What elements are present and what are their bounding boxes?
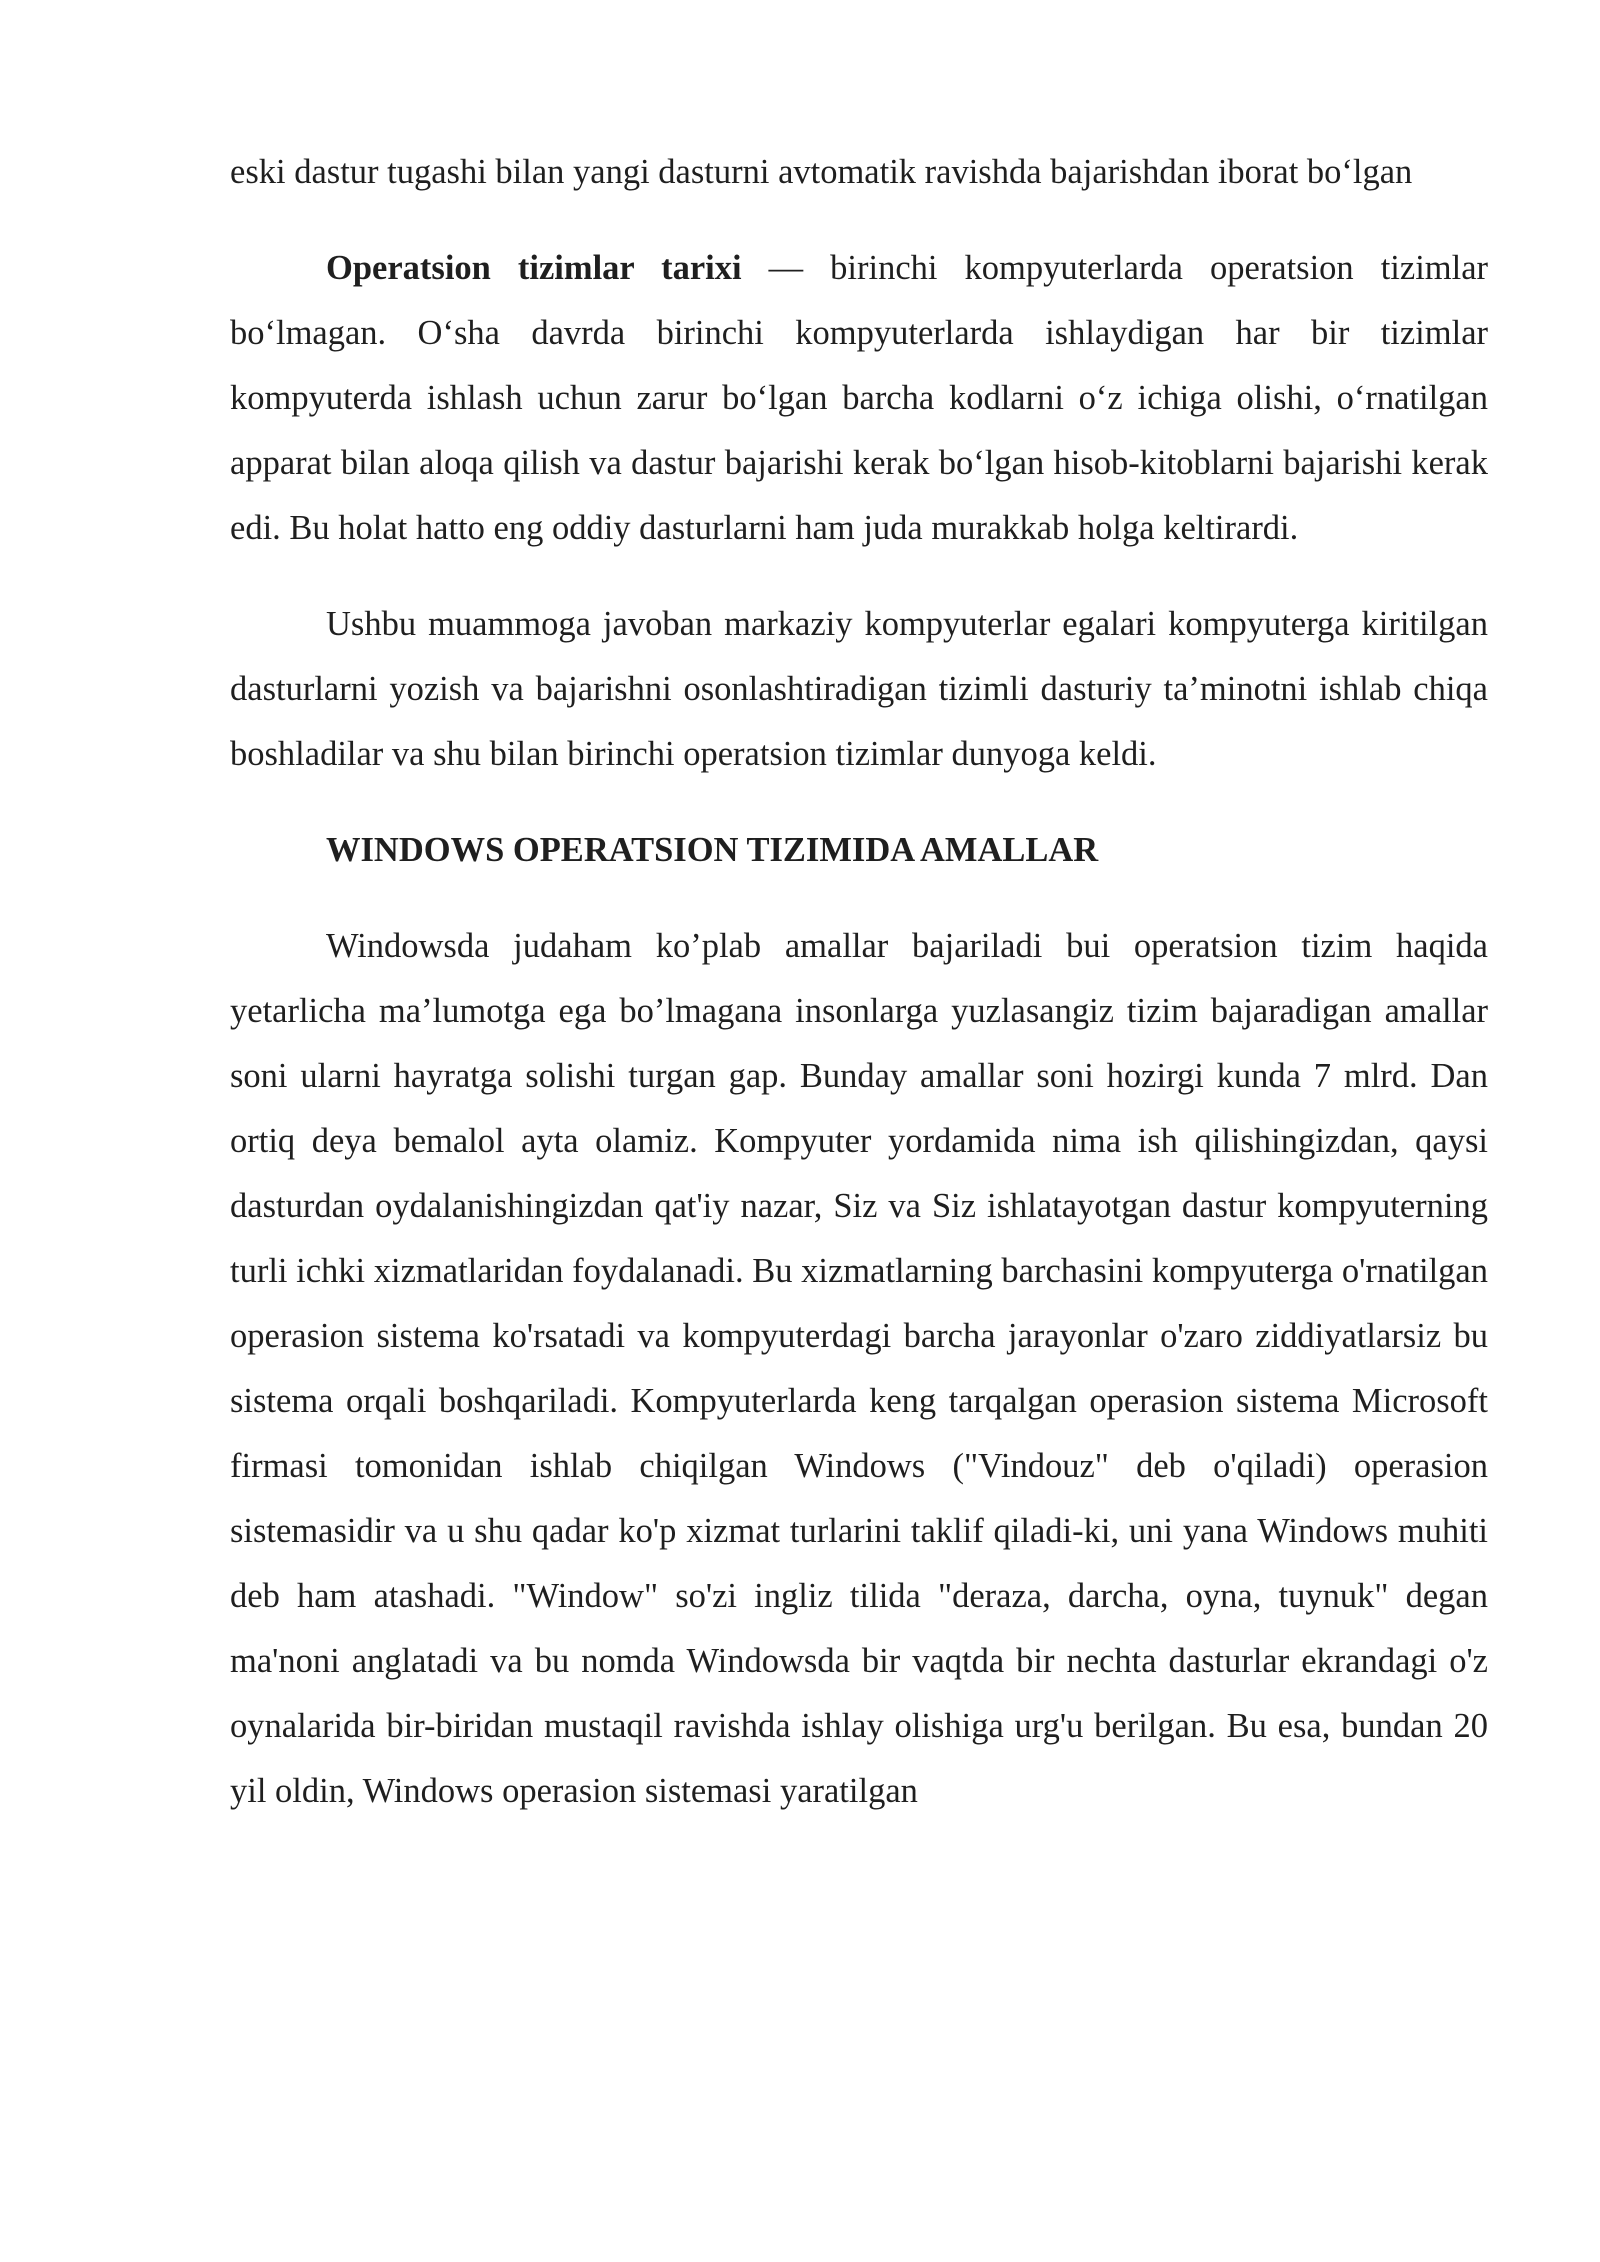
section-heading: WINDOWS OPERATSION TIZIMIDA AMALLAR (326, 831, 1099, 869)
paragraph-windows-operations: Windowsda judaham ko’plab amallar bajariladi bui operatsion tizim haqida yetarlicha ma’lumotga ega bo’lmagana insonlarga yuzlasangiz tizim bajaradigan amallar soni ularni hayratga solishi turgan gap. Bunday amallar soni hozirgi kunda 7 mlrd. Dan ortiq deya bemalol ayta olamiz. Kompyuter yordamida nima ish qilishingizdan, qaysi dasturdan oydalanishingizdan qat'iy nazar, Siz va Siz ishlatayotgan dastur kompyuterning turli ichki xizmatlaridan foydalanadi. Bu xizmatlarning barchasini kompyuterga o'rnatilgan operasion sistema ko'rsatadi va kompyuterdagi barcha jarayonlar o'zaro ziddiyatlarsiz bu sistema orqali boshqariladi. Kompyuterlarda keng tarqalgan operasion sistema Microsoft firmasi tomonidan ishlab chiqilgan Windows ("Vindouz" deb o'qiladi) operasion sistemasidir va u shu qadar ko'p xizmat turlarini taklif qiladi-ki, uni yana Windows muhiti deb ham atashadi. "Window" so'zi ingliz tilida "deraza, darcha, oyna, tuynuk" degan ma'noni anglatadi va bu nomda Windowsda bir vaqtda bir nechta dasturlar ekrandagi o'z oynalarida bir-biridan mustaqil ravishda ishlay olishiga urg'u berilgan. Bu esa, bundan 20 yil oldin, Windows operasion sistemasi yaratilgan (230, 927, 1488, 1810)
os-history-text: — birinchi kompyuterlarda operatsion tizimlar bo‘lmagan. O‘sha davrda birinchi kompyuterlarda ishlaydigan har bir tizimlar kompyuterda ishlash uchun zarur bo‘lgan barcha kodlarni o‘z ichiga olishi, o‘rnatilgan apparat bilan aloqa qilish va dastur bajarishi kerak bo‘lgan hisob-kitoblarni bajarishi kerak edi. Bu holat hatto eng oddiy dasturlarni ham juda murakkab holga keltirardi. (230, 249, 1488, 547)
paragraph-first-os: Ushbu muammoga javoban markaziy kompyuterlar egalari kompyuterga kiritilgan dasturlarni yozish va bajarishni osonlashtiradigan tizimli dasturiy ta’minotni ishlab chiqa boshladilar va shu bilan birinchi operatsion tizimlar dunyoga keldi. (230, 605, 1488, 773)
os-history-term: Operatsion tizimlar tarixi (326, 249, 742, 287)
document-body (230, 140, 1488, 1824)
paragraph-os-history (230, 236, 1488, 561)
paragraph-continuation: eski dastur tugashi bilan yangi dasturni avtomatik ravishda bajarishdan iborat bo‘lgan (230, 153, 1413, 191)
